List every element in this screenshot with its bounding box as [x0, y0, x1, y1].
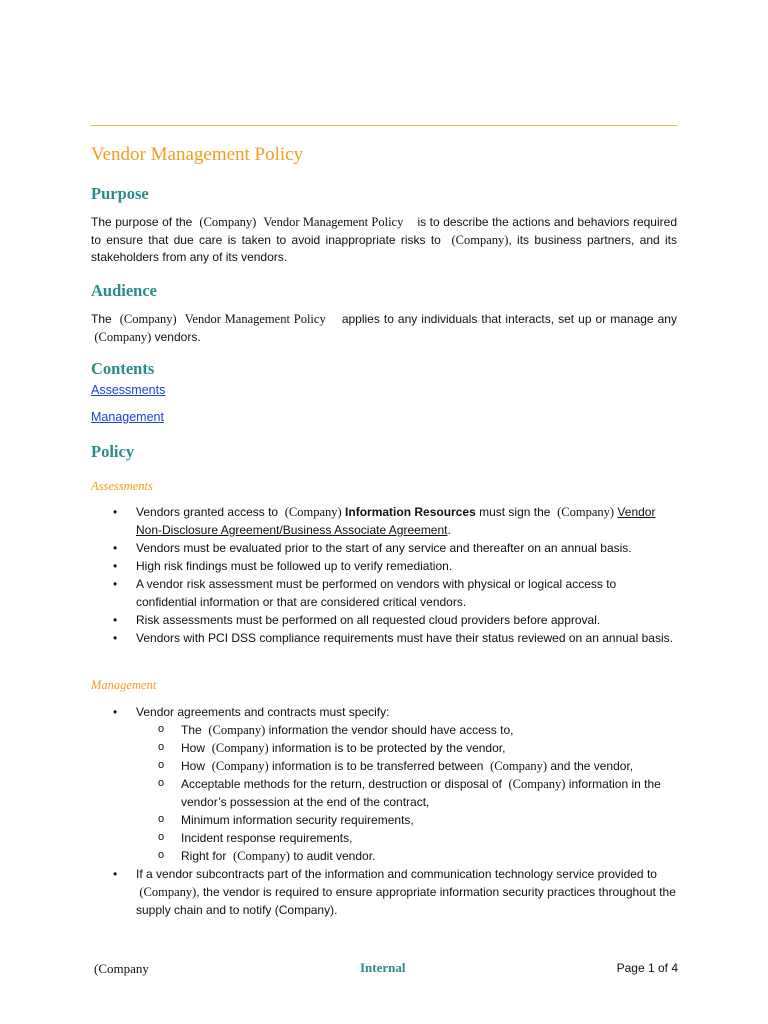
document-title: Vendor Management Policy [91, 144, 304, 165]
purpose-paragraph: The purpose of the (Company) Vendor Management Policy is to describe the actions and behaviors required to ensure that due care is taken to avoid inappropriate risks to (Company), its business partners, and its stakeholders from any of its vendors. [91, 215, 677, 264]
purpose-heading: Purpose [91, 184, 149, 203]
sub-list-item: o Minimum information security requirements, [136, 811, 677, 829]
contents-link-management[interactable]: Management [91, 410, 164, 424]
sub-list-item: o The (Company) information the vendor should have access to, [136, 721, 677, 739]
list-item: • Risk assessments must be performed on all requested cloud providers before approval. [91, 611, 677, 629]
sub-list-item: o Incident response requirements, [136, 829, 677, 847]
policy-heading: Policy [91, 442, 135, 461]
sub-list-item: o How (Company) information is to be transferred between (Company) and the vendor, [136, 757, 677, 775]
list-item: • High risk findings must be followed up to verify remediation. [91, 557, 677, 575]
footer-page-number: Page 1 of 4 [616, 961, 678, 975]
list-item: • Vendors with PCI DSS compliance requirements must have their status reviewed on an annual basis. [91, 629, 677, 647]
audience-paragraph: The (Company) Vendor Management Policy applies to any individuals that interacts, set up or manage any (Company) vendors. [91, 312, 677, 344]
sub-list-item: o Acceptable methods for the return, destruction or disposal of (Company) information in the vendor’s possession at the end of the contract, [136, 775, 677, 811]
sub-list-item: o How (Company) information is to be protected by the vendor, [136, 739, 677, 757]
list-item: • Vendors must be evaluated prior to the start of any service and thereafter on an annual basis. [91, 539, 677, 557]
footer-classification: Internal [360, 960, 406, 975]
audience-heading: Audience [91, 281, 157, 300]
assessments-subheading: Assessments [91, 479, 153, 493]
list-item: • Vendors granted access to (Company) Information Resources must sign the (Company) Vendor Non-Disclosure Agreement/Business Associate Agreement. [91, 503, 677, 539]
nda-link[interactable]: Vendor Non-Disclosure Agreement/Business Associate Agreement [136, 505, 656, 537]
management-list [91, 703, 677, 919]
list-item: • Vendor agreements and contracts must specify: o The (Company) information the vendor should have access to, o How (Company) information is to be protected by the vendor, o How (Company) information is to be transferred between (Company) and the vendor, o Acceptable methods for the return, destruction or disposal of (Company) information in the vendor’s possession at the end of the contract, o Minimum information security requirements, o Incident response requirements, o Right for (Company) to audit vendor. [91, 703, 677, 865]
header-rule [91, 125, 677, 126]
footer-company: (Company [94, 961, 149, 976]
contents-heading: Contents [91, 359, 155, 378]
contents-link-assessments[interactable]: Assessments [91, 383, 166, 397]
assessments-list [91, 503, 677, 647]
list-item: • If a vendor subcontracts part of the information and communication technology service provided to (Company), the vendor is required to ensure appropriate information security practices throughout the supply chain and to notify (Company). [91, 865, 677, 919]
contract-requirements-list [136, 721, 677, 865]
management-subheading: Management [91, 678, 157, 692]
list-item: • A vendor risk assessment must be performed on vendors with physical or logical access to confidential information or that are considered critical vendors. [91, 575, 677, 611]
sub-list-item: o Right for (Company) to audit vendor. [136, 847, 677, 865]
